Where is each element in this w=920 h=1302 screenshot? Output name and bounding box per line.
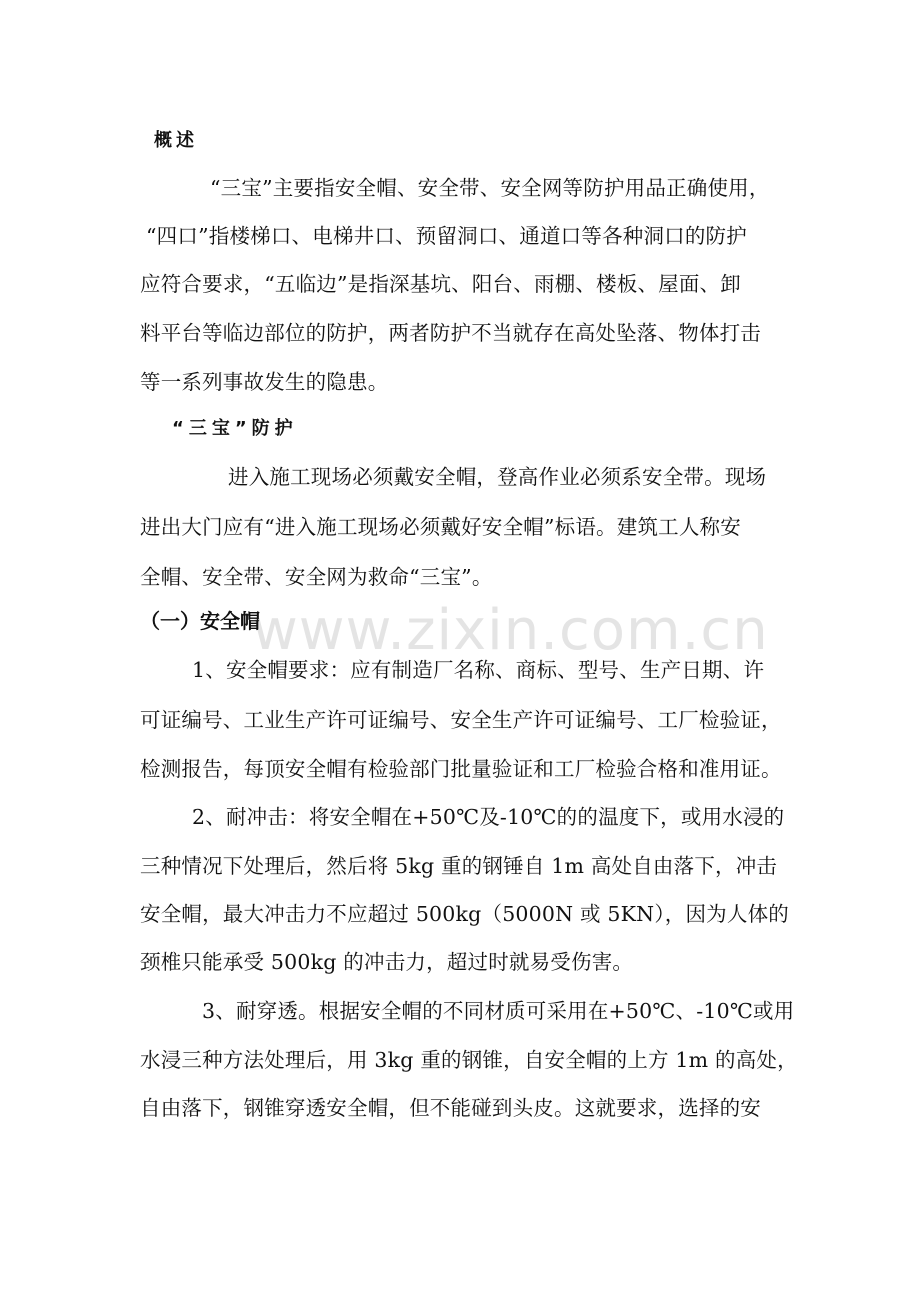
paragraph-line: 1、安全帽要求：应有制造厂名称、商标、型号、生产日期、许: [192, 658, 765, 682]
section-heading-overview: 概述: [154, 130, 198, 151]
paragraph-line: 全帽、安全带、安全网为救命“三宝”。: [140, 565, 493, 589]
section-heading-sanbao: “三宝”防护: [172, 418, 298, 439]
paragraph-line: 等一系列事故发生的隐患。: [140, 370, 389, 394]
paragraph-line: 2、耐冲击：将安全帽在+50℃及-10℃的的温度下，或用水浸的: [192, 805, 785, 829]
paragraph-line: 水浸三种方法处理后，用 3kg 重的钢锥，自安全帽的上方 1m 的高处，: [140, 1048, 798, 1072]
paragraph-line: 3、耐穿透。根据安全帽的不同材质可采用在+50℃、-10℃或用: [202, 999, 795, 1023]
paragraph-line: 三种情况下处理后，然后将 5kg 重的钢锤自 1m 高处自由落下，冲击: [140, 854, 778, 878]
paragraph-line: 进出大门应有“进入施工现场必须戴好安全帽”标语。建筑工人称安: [140, 515, 741, 539]
paragraph-line: 检测报告，每顶安全帽有检验部门批量验证和工厂检验合格和准用证。: [140, 757, 782, 781]
paragraph-line: 料平台等临边部位的防护，两者防护不当就存在高处坠落、物体打击: [140, 321, 761, 345]
paragraph-line: “四口”指楼梯口、电梯井口、预留洞口、通道口等各种洞口的防护: [146, 224, 747, 248]
section-heading-helmet: （一）安全帽: [140, 609, 260, 633]
paragraph-line: 应符合要求，“五临边”是指深基坑、阳台、雨棚、楼板、屋面、卸: [140, 272, 741, 296]
paragraph-line: “三宝”主要指安全帽、安全带、安全网等防护用品正确使用，: [210, 176, 770, 200]
watermark: www.zixin.com.cn: [252, 598, 769, 663]
paragraph-line: 安全帽，最大冲击力不应超过 500kg（5000N 或 5KN），因为人体的: [140, 902, 789, 926]
paragraph-line: 可证编号、工业生产许可证编号、安全生产许可证编号、工厂检验证，: [140, 708, 782, 732]
paragraph-line: 颈椎只能承受 500kg 的冲击力，超过时就易受伤害。: [140, 950, 634, 974]
paragraph-line: 进入施工现场必须戴安全帽，登高作业必须系安全带。现场: [228, 465, 767, 489]
paragraph-line: 自由落下，钢锥穿透安全帽，但不能碰到头皮。这就要求，选择的安: [140, 1096, 761, 1120]
